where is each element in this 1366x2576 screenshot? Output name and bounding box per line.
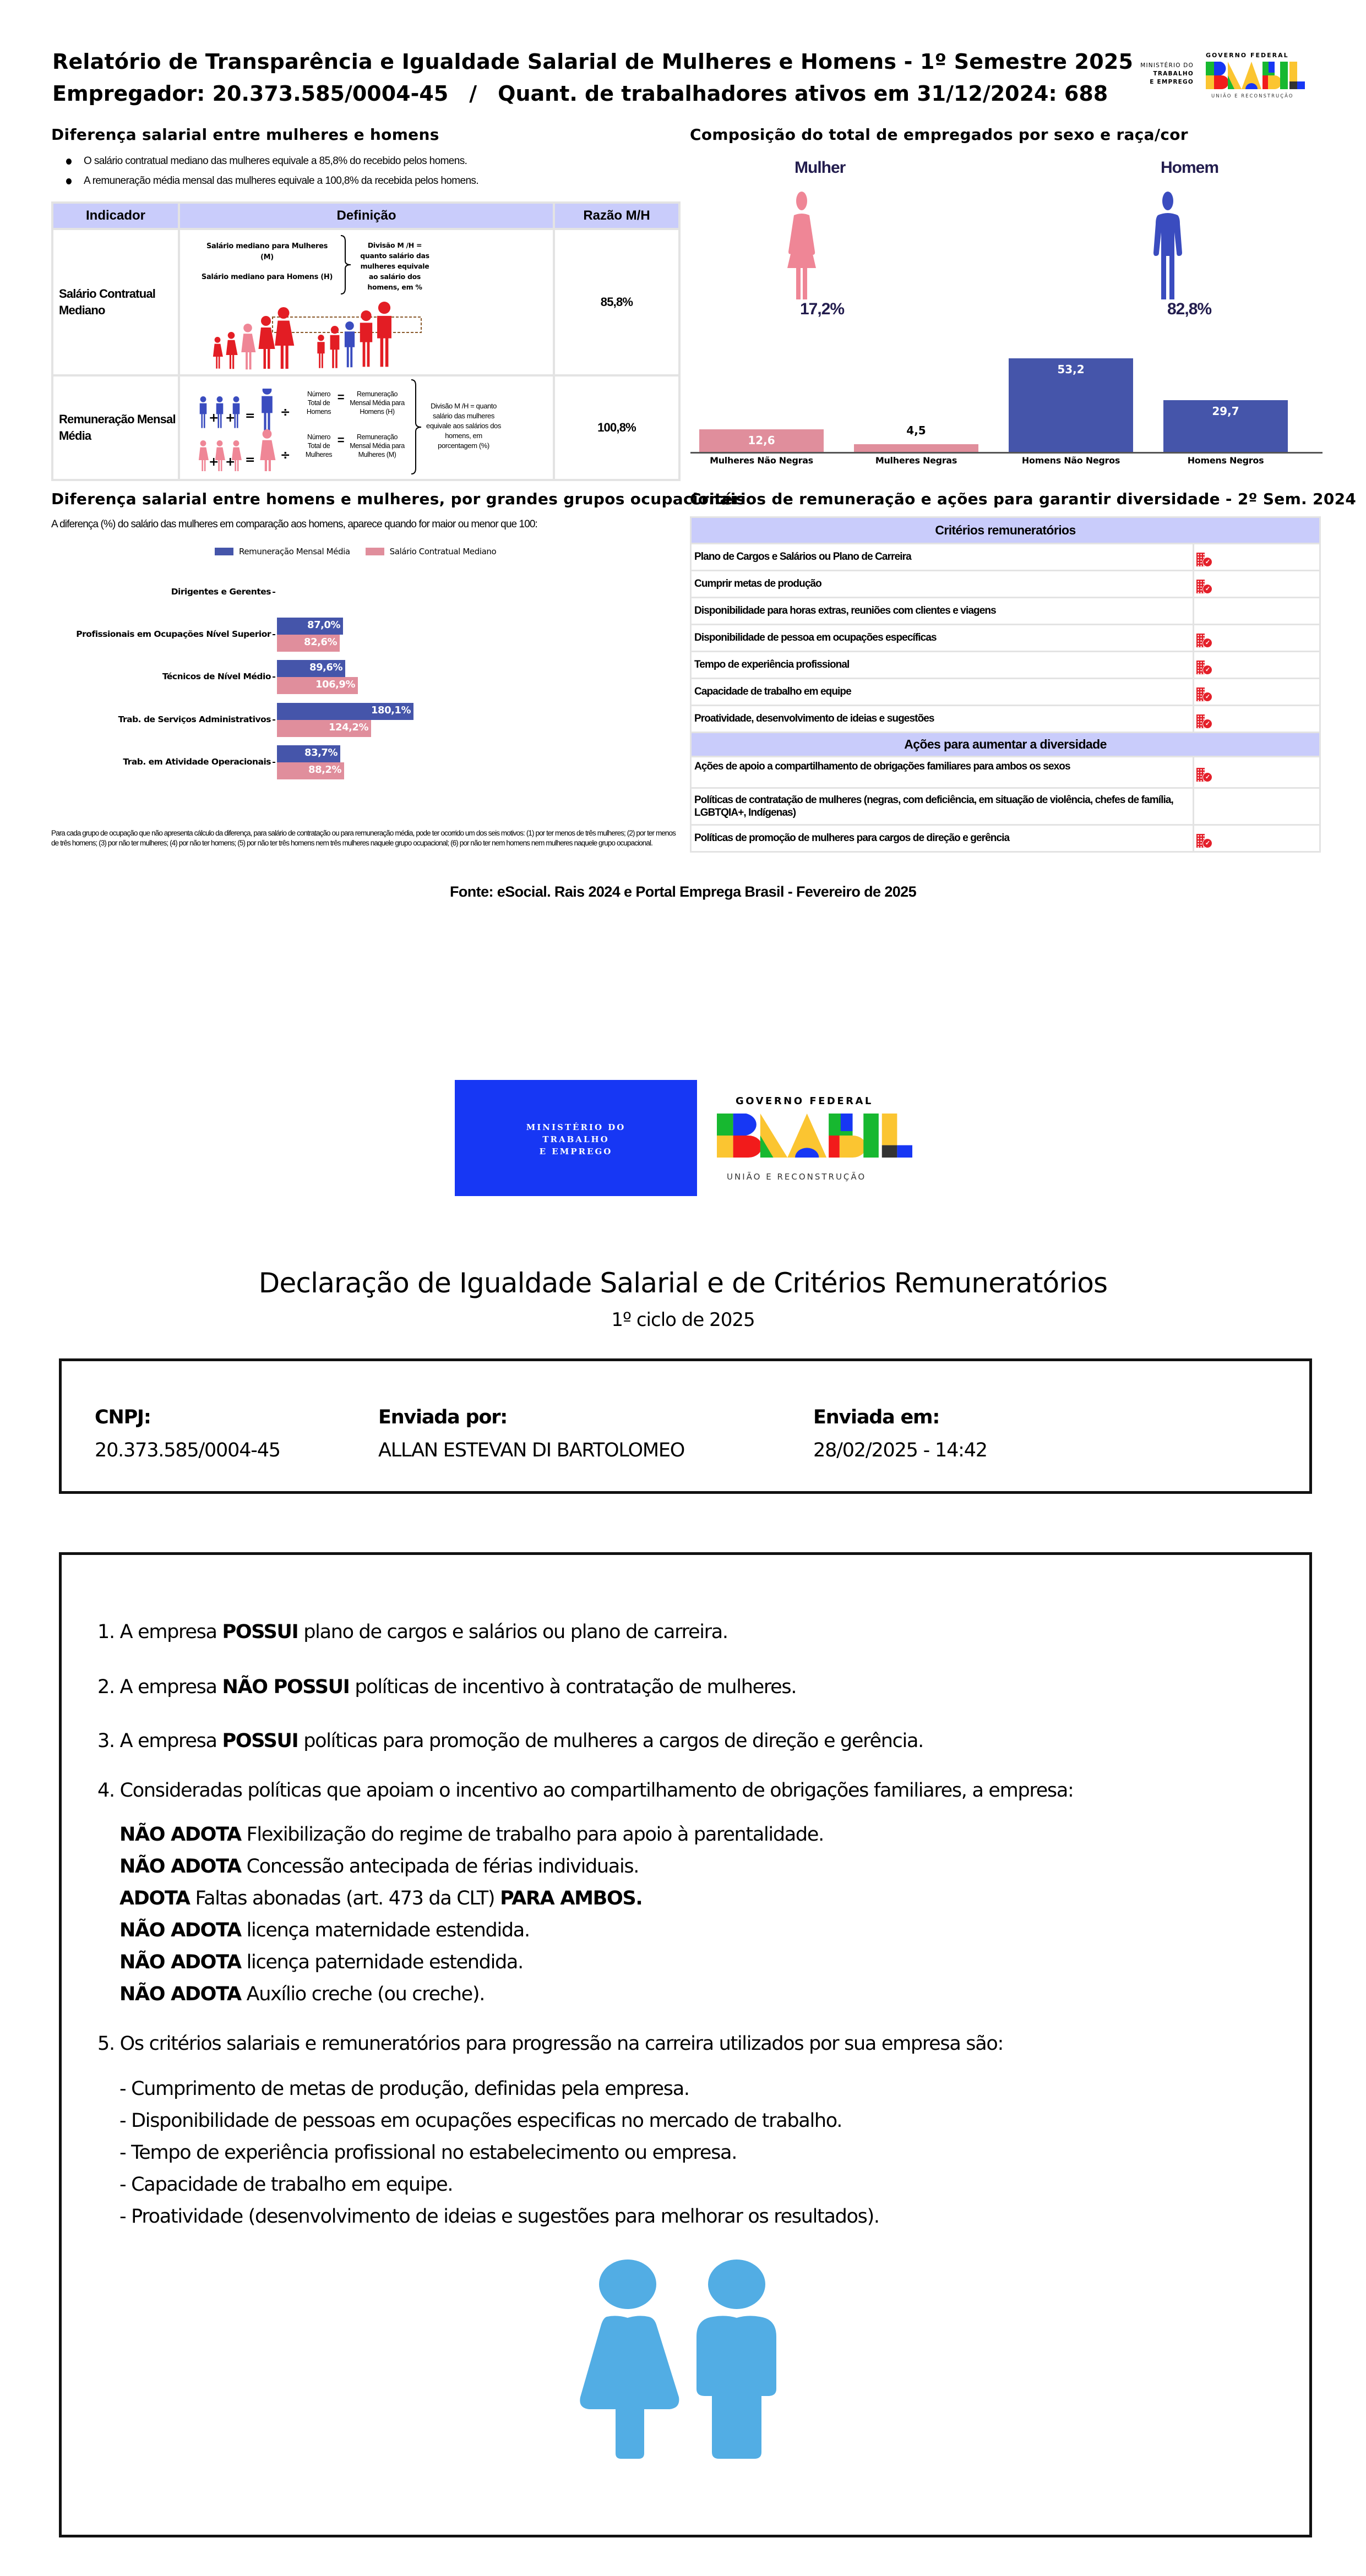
submission-info-box bbox=[59, 1358, 1312, 1494]
division-text: Divisão M /H = quanto salário das mulheres equivale aos salários dos homens, em porcentagem (%) bbox=[426, 402, 501, 450]
workers-count: Quant. de trabalhadores ativos em 31/12/2024: 688 bbox=[498, 81, 1108, 106]
actions-header: Ações para aumentar a diversidade bbox=[691, 733, 1320, 757]
svg-text:=: = bbox=[245, 453, 255, 467]
declaration-item bbox=[97, 1621, 728, 1643]
employer-line bbox=[52, 81, 1108, 106]
salary-gap-title: Diferença salarial entre mulheres e homens bbox=[51, 125, 439, 144]
table-row bbox=[691, 757, 1320, 788]
bar-value: 106,9% bbox=[315, 679, 355, 690]
men-result-label: Remuneração Mensal Média para Homens (H) bbox=[350, 390, 405, 416]
sent-at-label: Enviada em: bbox=[813, 1406, 940, 1428]
ministry-logo-box bbox=[455, 1080, 697, 1196]
ministry-line: MINISTÉRIO DO bbox=[1140, 62, 1194, 69]
building-check-icon bbox=[1196, 714, 1213, 729]
occupation-label: Técnicos de Nível Médio bbox=[162, 672, 275, 681]
declaration-item bbox=[97, 1730, 923, 1752]
col-header-definition: Definição bbox=[179, 203, 554, 229]
check-cell bbox=[1194, 598, 1320, 625]
division-text: Divisão M /H = quanto salário das mulheres equivale ao salário dos homens, em % bbox=[360, 241, 429, 291]
indicator-table bbox=[51, 201, 681, 481]
x-axis bbox=[690, 452, 1323, 454]
criteria-label: Disponibilidade de pessoa em ocupações específicas bbox=[691, 625, 1194, 652]
check-cell bbox=[1194, 757, 1320, 788]
bar-median-salary bbox=[277, 635, 340, 652]
family-policy bbox=[119, 1919, 530, 1941]
ministry-name bbox=[1123, 62, 1194, 86]
bar-avg-pay bbox=[277, 660, 345, 677]
policy-status: NÃO ADOTA bbox=[119, 1983, 241, 2005]
action-label: Políticas de contratação de mulheres (negras, com deficiência, em situação de violência, chefes de família, LGBTQIA+, Indígenas) bbox=[691, 788, 1194, 825]
criteria-list-item: - Proatividade (desenvolvimento de ideias e sugestões para melhorar os resultados). bbox=[119, 2206, 879, 2228]
government-logo-large bbox=[716, 1093, 919, 1192]
cnpj-value: 20.373.585/0004-45 bbox=[95, 1439, 280, 1461]
criteria-label: Disponibilidade para horas extras, reuniões com clientes e viagens bbox=[691, 598, 1194, 625]
criteria-header: Critérios remuneratórios bbox=[691, 517, 1320, 544]
men-percentage: 82,8% bbox=[1167, 300, 1212, 318]
criteria-list-item: - Cumprimento de metas de produção, definidas pela empresa. bbox=[119, 2078, 689, 2100]
family-policy bbox=[119, 1887, 642, 1909]
ministry-line: E EMPREGO bbox=[1150, 79, 1194, 85]
declaration-item bbox=[97, 1780, 1074, 1802]
policy-text: Auxílio creche (ou creche). bbox=[241, 1983, 485, 2005]
legend-swatch-pink bbox=[366, 548, 384, 555]
family-policy bbox=[119, 1824, 824, 1846]
check-cell bbox=[1194, 544, 1320, 571]
building-check-icon bbox=[1196, 687, 1213, 702]
ministry-line: MINISTÉRIO DO bbox=[526, 1122, 626, 1132]
building-check-icon bbox=[1196, 634, 1213, 648]
equals-icon: = bbox=[337, 390, 345, 404]
legend-item bbox=[366, 547, 497, 556]
table-row bbox=[691, 544, 1320, 571]
legend-label: Salário Contratual Mediano bbox=[389, 547, 497, 556]
brace-icon bbox=[410, 379, 423, 475]
check-cell bbox=[1194, 706, 1320, 733]
bar-median-salary bbox=[277, 720, 371, 737]
svg-text:+: + bbox=[225, 411, 236, 425]
chart-legend bbox=[215, 547, 496, 556]
policy-text: Flexibilização do regime de trabalho para apoio à parentalidade. bbox=[241, 1824, 824, 1846]
cnpj-field bbox=[95, 1401, 280, 1467]
item-text: plano de cargos e salários ou plano de carreira. bbox=[298, 1621, 728, 1643]
occupation-label: Dirigentes e Gerentes bbox=[171, 587, 275, 597]
policy-status: NÃO ADOTA bbox=[119, 1919, 241, 1941]
ratio-value: 85,8% bbox=[554, 229, 679, 375]
brace-icon bbox=[340, 234, 353, 295]
report-title: Relatório de Transparência e Igualdade Salarial de Mulheres e Homens - 1º Semestre 2025 bbox=[52, 50, 1134, 74]
check-cell bbox=[1194, 825, 1320, 852]
sent-by-field bbox=[378, 1401, 684, 1467]
declaration-cycle: 1º ciclo de 2025 bbox=[611, 1309, 755, 1331]
item-status: POSSUI bbox=[222, 1730, 298, 1752]
definition-median-salary bbox=[179, 229, 554, 375]
bar-value: 83,7% bbox=[304, 747, 338, 758]
svg-text:+: + bbox=[225, 455, 236, 469]
policy-status: ADOTA bbox=[119, 1887, 190, 1909]
table-row bbox=[691, 625, 1320, 652]
policy-text: Faltas abonadas (art. 473 da CLT) bbox=[189, 1887, 500, 1909]
svg-text:+: + bbox=[209, 411, 219, 425]
women-label: Mulher bbox=[794, 159, 846, 177]
ministry-line: TRABALHO bbox=[1153, 70, 1194, 77]
svg-text:÷: ÷ bbox=[280, 406, 291, 419]
check-cell bbox=[1194, 652, 1320, 679]
svg-text:+: + bbox=[209, 455, 219, 469]
source-note: Fonte: eSocial. Rais 2024 e Portal Emprega Brasil - Fevereiro de 2025 bbox=[450, 883, 916, 900]
bar-value: 124,2% bbox=[329, 722, 368, 733]
check-cell bbox=[1194, 788, 1320, 825]
brasil-logo-icon bbox=[717, 1114, 912, 1158]
separator: / bbox=[469, 81, 477, 106]
check-cell bbox=[1194, 571, 1320, 598]
sent-at-value: 28/02/2025 - 14:42 bbox=[813, 1439, 987, 1461]
col-header-ratio: Razão M/H bbox=[554, 203, 679, 229]
gov-federal-label: GOVERNO FEDERAL bbox=[736, 1095, 873, 1107]
family-policy bbox=[119, 1855, 639, 1878]
building-check-icon bbox=[1196, 834, 1213, 848]
bar-value: 53,2 bbox=[1057, 363, 1085, 376]
bar-value: 88,2% bbox=[308, 764, 341, 776]
declaration-item bbox=[97, 1676, 796, 1698]
people-median-illustration-icon bbox=[201, 302, 542, 373]
bar-avg-pay bbox=[277, 745, 340, 762]
criteria-label: Tempo de experiência profissional bbox=[691, 652, 1194, 679]
bar-men-non-black bbox=[1009, 358, 1133, 452]
occupational-footnote: Para cada grupo de ocupação que não apresenta cálculo da diferença, para salário de contratação ou para remuneração média, pode ter ocorrido um dos seis motivos: (1) por ter menos de três mulheres; (2) por ter menos de três homens; (3) por não ter mulheres; (4) por não ter homens; (5) por não ter três homens nem três mulheres naquele grupo ocupacional; (6) por não ter nem homens nem mulheres naquele grupo ocupacional. bbox=[51, 829, 676, 847]
criteria-list-item: - Tempo de experiência profissional no estabelecimento ou empresa. bbox=[119, 2142, 737, 2164]
table-row bbox=[691, 679, 1320, 706]
building-check-icon bbox=[1196, 768, 1213, 782]
criteria-list-item: - Disponibilidade de pessoas em ocupações especificas no mercado de trabalho. bbox=[119, 2110, 842, 2132]
policy-status: NÃO ADOTA bbox=[119, 1951, 241, 1973]
ministry-line: TRABALHO bbox=[542, 1134, 609, 1144]
bar-median-salary bbox=[277, 762, 344, 779]
col-header-indicator: Indicador bbox=[52, 203, 179, 229]
bar-value: 29,7 bbox=[1212, 405, 1239, 418]
criteria-label: Capacidade de trabalho em equipe bbox=[691, 679, 1194, 706]
declaration-title: Declaração de Igualdade Salarial e de Critérios Remuneratórios bbox=[258, 1267, 1108, 1299]
bar-value: 82,6% bbox=[304, 636, 337, 648]
men-label: Homem bbox=[1161, 159, 1219, 177]
table-row bbox=[691, 598, 1320, 625]
government-logo bbox=[1123, 50, 1327, 105]
bar-median-salary bbox=[277, 677, 358, 694]
bar-value: 180,1% bbox=[371, 705, 411, 716]
men-total-label: Número Total de Homens bbox=[306, 390, 331, 416]
policy-status: NÃO ADOTA bbox=[119, 1855, 241, 1878]
policy-text: Concessão antecipada de férias individuais. bbox=[241, 1855, 639, 1878]
ministry-line: E EMPREGO bbox=[539, 1147, 613, 1156]
brasil-logo-icon bbox=[1206, 62, 1305, 89]
employer-label: Empregador: 20.373.585/0004-45 bbox=[52, 81, 449, 106]
occupational-subtitle: A diferença (%) do salário das mulheres em comparação aos homens, aparece quando for maior ou menor que 100: bbox=[51, 519, 537, 530]
table-row bbox=[691, 788, 1320, 825]
occupation-label: Profissionais em Ocupações Nível Superior bbox=[76, 629, 275, 639]
slogan: UNIÃO E RECONSTRUÇÃO bbox=[1211, 94, 1294, 99]
bar-women-black bbox=[854, 424, 978, 452]
criteria-list-item: - Capacidade de trabalho em equipe. bbox=[119, 2174, 453, 2196]
family-policy bbox=[119, 1983, 485, 2005]
table-header-row bbox=[52, 203, 679, 229]
bar-value: 12,6 bbox=[748, 434, 775, 447]
policy-suffix: PARA AMBOS. bbox=[500, 1887, 643, 1909]
building-check-icon bbox=[1196, 553, 1213, 567]
occupation-label: Trab. de Serviços Administrativos bbox=[118, 714, 275, 724]
table-row bbox=[52, 229, 679, 375]
salary-gap-bullets bbox=[66, 151, 478, 191]
women-percentage: 17,2% bbox=[800, 300, 845, 318]
man-icon bbox=[1152, 191, 1183, 301]
bar-value: 89,6% bbox=[309, 662, 342, 673]
policy-text: licença maternidade estendida. bbox=[241, 1919, 530, 1941]
action-label: Ações de apoio a compartilhamento de obrigações familiares para ambos os sexos bbox=[691, 757, 1194, 788]
bullet-item: O salário contratual mediano das mulheres equivale a 85,8% do recebido pelos homens. bbox=[66, 151, 478, 171]
item-text: políticas de incentivo à contratação de mulheres. bbox=[349, 1676, 797, 1698]
svg-text:÷: ÷ bbox=[280, 449, 291, 462]
indicator-name: Remuneração Mensal Média bbox=[52, 375, 179, 480]
criteria-label: Cumprir metas de produção bbox=[691, 571, 1194, 598]
women-median-label: Salário mediano para Mulheres (M) bbox=[206, 242, 328, 261]
criteria-table bbox=[690, 516, 1321, 853]
criteria-label: Proatividade, desenvolvimento de ideias e sugestões bbox=[691, 706, 1194, 733]
item-status: NÃO POSSUI bbox=[222, 1676, 350, 1698]
legend-label: Remuneração Mensal Média bbox=[239, 547, 350, 556]
item-text: 3. A empresa bbox=[97, 1730, 222, 1752]
gov-federal-label: GOVERNO FEDERAL bbox=[1206, 52, 1289, 59]
table-row bbox=[691, 706, 1320, 733]
equals-icon: = bbox=[337, 433, 345, 447]
category-label: Homens Não Negros bbox=[1021, 455, 1120, 466]
category-label: Mulheres Negras bbox=[875, 455, 957, 466]
cnpj-label: CNPJ: bbox=[95, 1406, 151, 1428]
declaration-item: 5. Os critérios salariais e remuneratórios para progressão na carreira utilizados por sua empresa são: bbox=[97, 2033, 1003, 2055]
bar-avg-pay bbox=[277, 618, 343, 635]
table-row bbox=[52, 375, 679, 480]
policy-status: NÃO ADOTA bbox=[119, 1824, 241, 1846]
composition-title: Composição do total de empregados por sexo e raça/cor bbox=[690, 125, 1188, 144]
policy-text: licença paternidade estendida. bbox=[241, 1951, 523, 1973]
men-median-label: Salário mediano para Homens (H) bbox=[201, 273, 333, 281]
ratio-value: 100,8% bbox=[554, 375, 679, 480]
category-label: Mulheres Não Negras bbox=[710, 455, 813, 466]
item-text: políticas para promoção de mulheres a cargos de direção e gerência. bbox=[298, 1730, 923, 1752]
item-text: 4. Consideradas políticas que apoiam o incentivo ao compartilhamento de obrigações familiares, a empresa: bbox=[97, 1780, 1074, 1802]
bullet-item: A remuneração média mensal das mulheres equivale a 100,8% da recebida pelos homens. bbox=[66, 171, 478, 191]
bar-avg-pay bbox=[277, 703, 413, 720]
legend-item bbox=[215, 547, 350, 556]
sent-by-value: ALLAN ESTEVAN DI BARTOLOMEO bbox=[378, 1439, 685, 1461]
women-total-label: Número Total de Mulheres bbox=[305, 433, 333, 459]
women-result-label: Remuneração Mensal Média para Mulheres (M) bbox=[350, 433, 405, 459]
item-text: 2. A empresa bbox=[97, 1676, 222, 1698]
check-cell bbox=[1194, 625, 1320, 652]
building-check-icon bbox=[1196, 580, 1213, 594]
criteria-title: Critérios de remuneração e ações para garantir diversidade - 2º Sem. 2024 bbox=[690, 490, 1357, 508]
indicator-name: Salário Contratual Mediano bbox=[52, 229, 179, 375]
building-check-icon bbox=[1196, 661, 1213, 675]
table-row bbox=[691, 825, 1320, 852]
bar-value: 87,0% bbox=[307, 619, 340, 631]
category-label: Homens Negros bbox=[1187, 455, 1264, 466]
bar-women-non-black bbox=[699, 429, 824, 452]
slogan: UNIÃO E RECONSTRUÇÃO bbox=[727, 1172, 867, 1182]
svg-text:=: = bbox=[245, 409, 255, 423]
woman-man-icon bbox=[573, 2260, 787, 2502]
action-label: Políticas de promoção de mulheres para cargos de direção e gerência bbox=[691, 825, 1194, 852]
sent-at-field bbox=[813, 1401, 987, 1467]
criteria-label: Plano de Cargos e Salários ou Plano de Carreira bbox=[691, 544, 1194, 571]
woman-icon bbox=[786, 191, 817, 301]
item-status: POSSUI bbox=[222, 1621, 298, 1643]
item-text: 1. A empresa bbox=[97, 1621, 222, 1643]
occupational-title: Diferença salarial entre homens e mulheres, por grandes grupos ocupacionais bbox=[51, 490, 745, 508]
family-policy bbox=[119, 1951, 523, 1973]
race-composition-chart bbox=[690, 352, 1323, 452]
bar-men-black bbox=[1163, 400, 1288, 452]
sent-by-label: Enviada por: bbox=[378, 1406, 508, 1428]
table-row bbox=[691, 571, 1320, 598]
definition-average-pay bbox=[179, 375, 554, 480]
table-row bbox=[691, 652, 1320, 679]
legend-swatch-blue bbox=[215, 548, 233, 555]
bar-value: 4,5 bbox=[906, 424, 926, 437]
check-cell bbox=[1194, 679, 1320, 706]
occupation-label: Trab. em Atividade Operacionais bbox=[123, 757, 275, 767]
